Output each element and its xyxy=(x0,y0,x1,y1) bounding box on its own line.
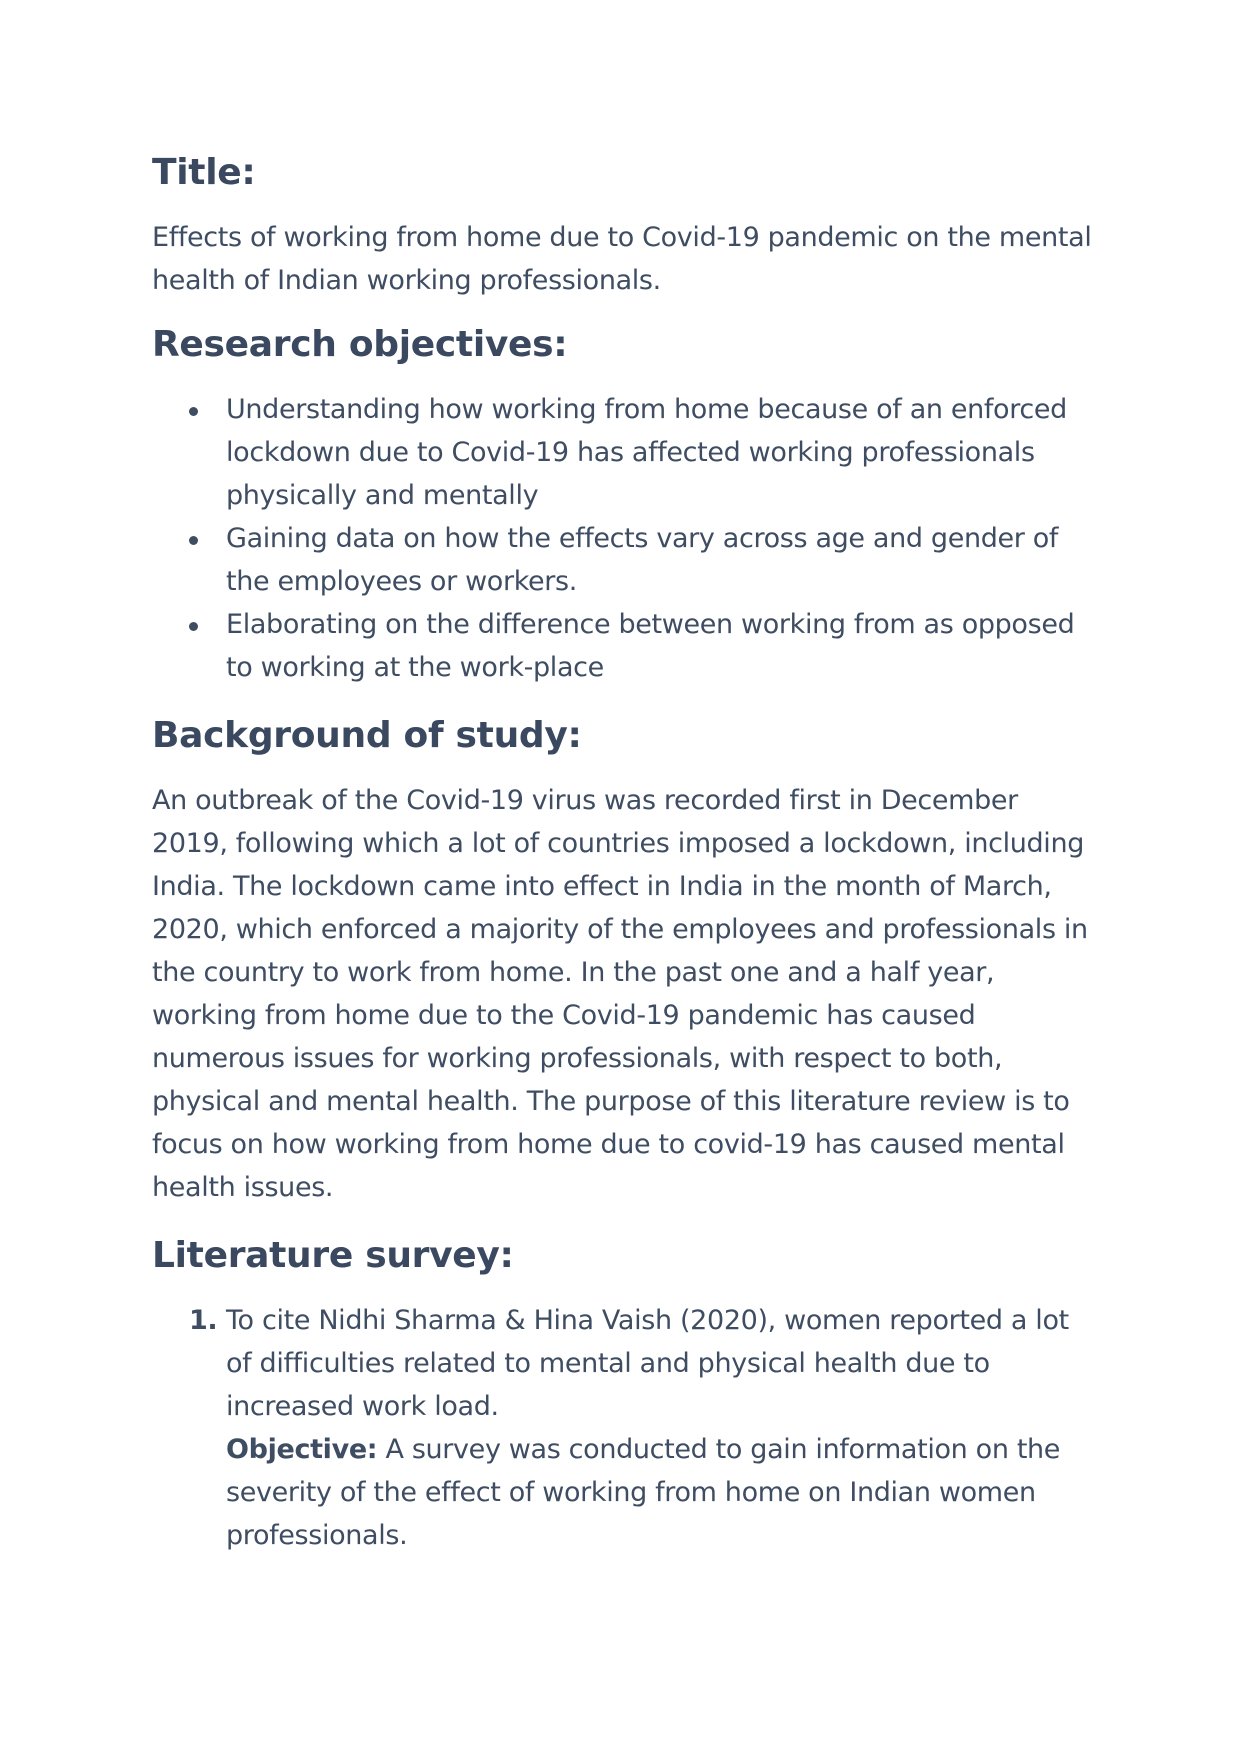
list-item xyxy=(226,517,1097,603)
list-item xyxy=(226,388,1097,517)
background-heading: Background of study: xyxy=(152,715,582,756)
title-text: Effects of working from home due to Covid-19 pandemic on the mental health of Indian working professionals. xyxy=(152,222,1092,296)
research-objectives-list xyxy=(152,388,1097,689)
objective-label: Objective: xyxy=(226,1434,378,1465)
bullet-icon xyxy=(189,536,198,545)
document-page xyxy=(152,150,1097,1557)
list-item xyxy=(189,1299,1097,1557)
list-item-text: Gaining data on how the effects vary across age and gender of the employees or workers. xyxy=(226,523,1059,597)
research-objectives-heading: Research objectives: xyxy=(152,324,568,365)
title-heading: Title: xyxy=(152,152,256,193)
list-item-number: 1. xyxy=(189,1305,218,1336)
literature-survey-heading: Literature survey: xyxy=(152,1235,514,1276)
objective-text: A survey was conducted to gain information on the severity of the effect of working from home on Indian women professionals. xyxy=(226,1434,1061,1551)
bullet-icon xyxy=(189,622,198,631)
literature-survey-list xyxy=(152,1299,1097,1557)
list-item-text: Elaborating on the difference between working from as opposed to working at the work-place xyxy=(226,609,1075,683)
background-text: An outbreak of the Covid-19 virus was recorded first in December 2019, following which a lot of countries imposed a lockdown, including India. The lockdown came into effect in India in the month of March, 2020, which enforced a majority of the employees and professionals in the country to work from home. In the past one and a half year, working from home due to the Covid-19 pandemic has caused numerous issues for working professionals, with respect to both, physical and mental health. The purpose of this literature review is to focus on how working from home due to covid-19 has caused mental health issues. xyxy=(152,785,1088,1203)
list-item xyxy=(226,603,1097,689)
list-item-text: Understanding how working from home because of an enforced lockdown due to Covid-19 has affected working professionals physically and mentally xyxy=(226,394,1067,511)
bullet-icon xyxy=(189,407,198,416)
list-item-text: To cite Nidhi Sharma & Hina Vaish (2020), women reported a lot of difficulties related to mental and physical health due to increased work load. xyxy=(226,1305,1069,1422)
